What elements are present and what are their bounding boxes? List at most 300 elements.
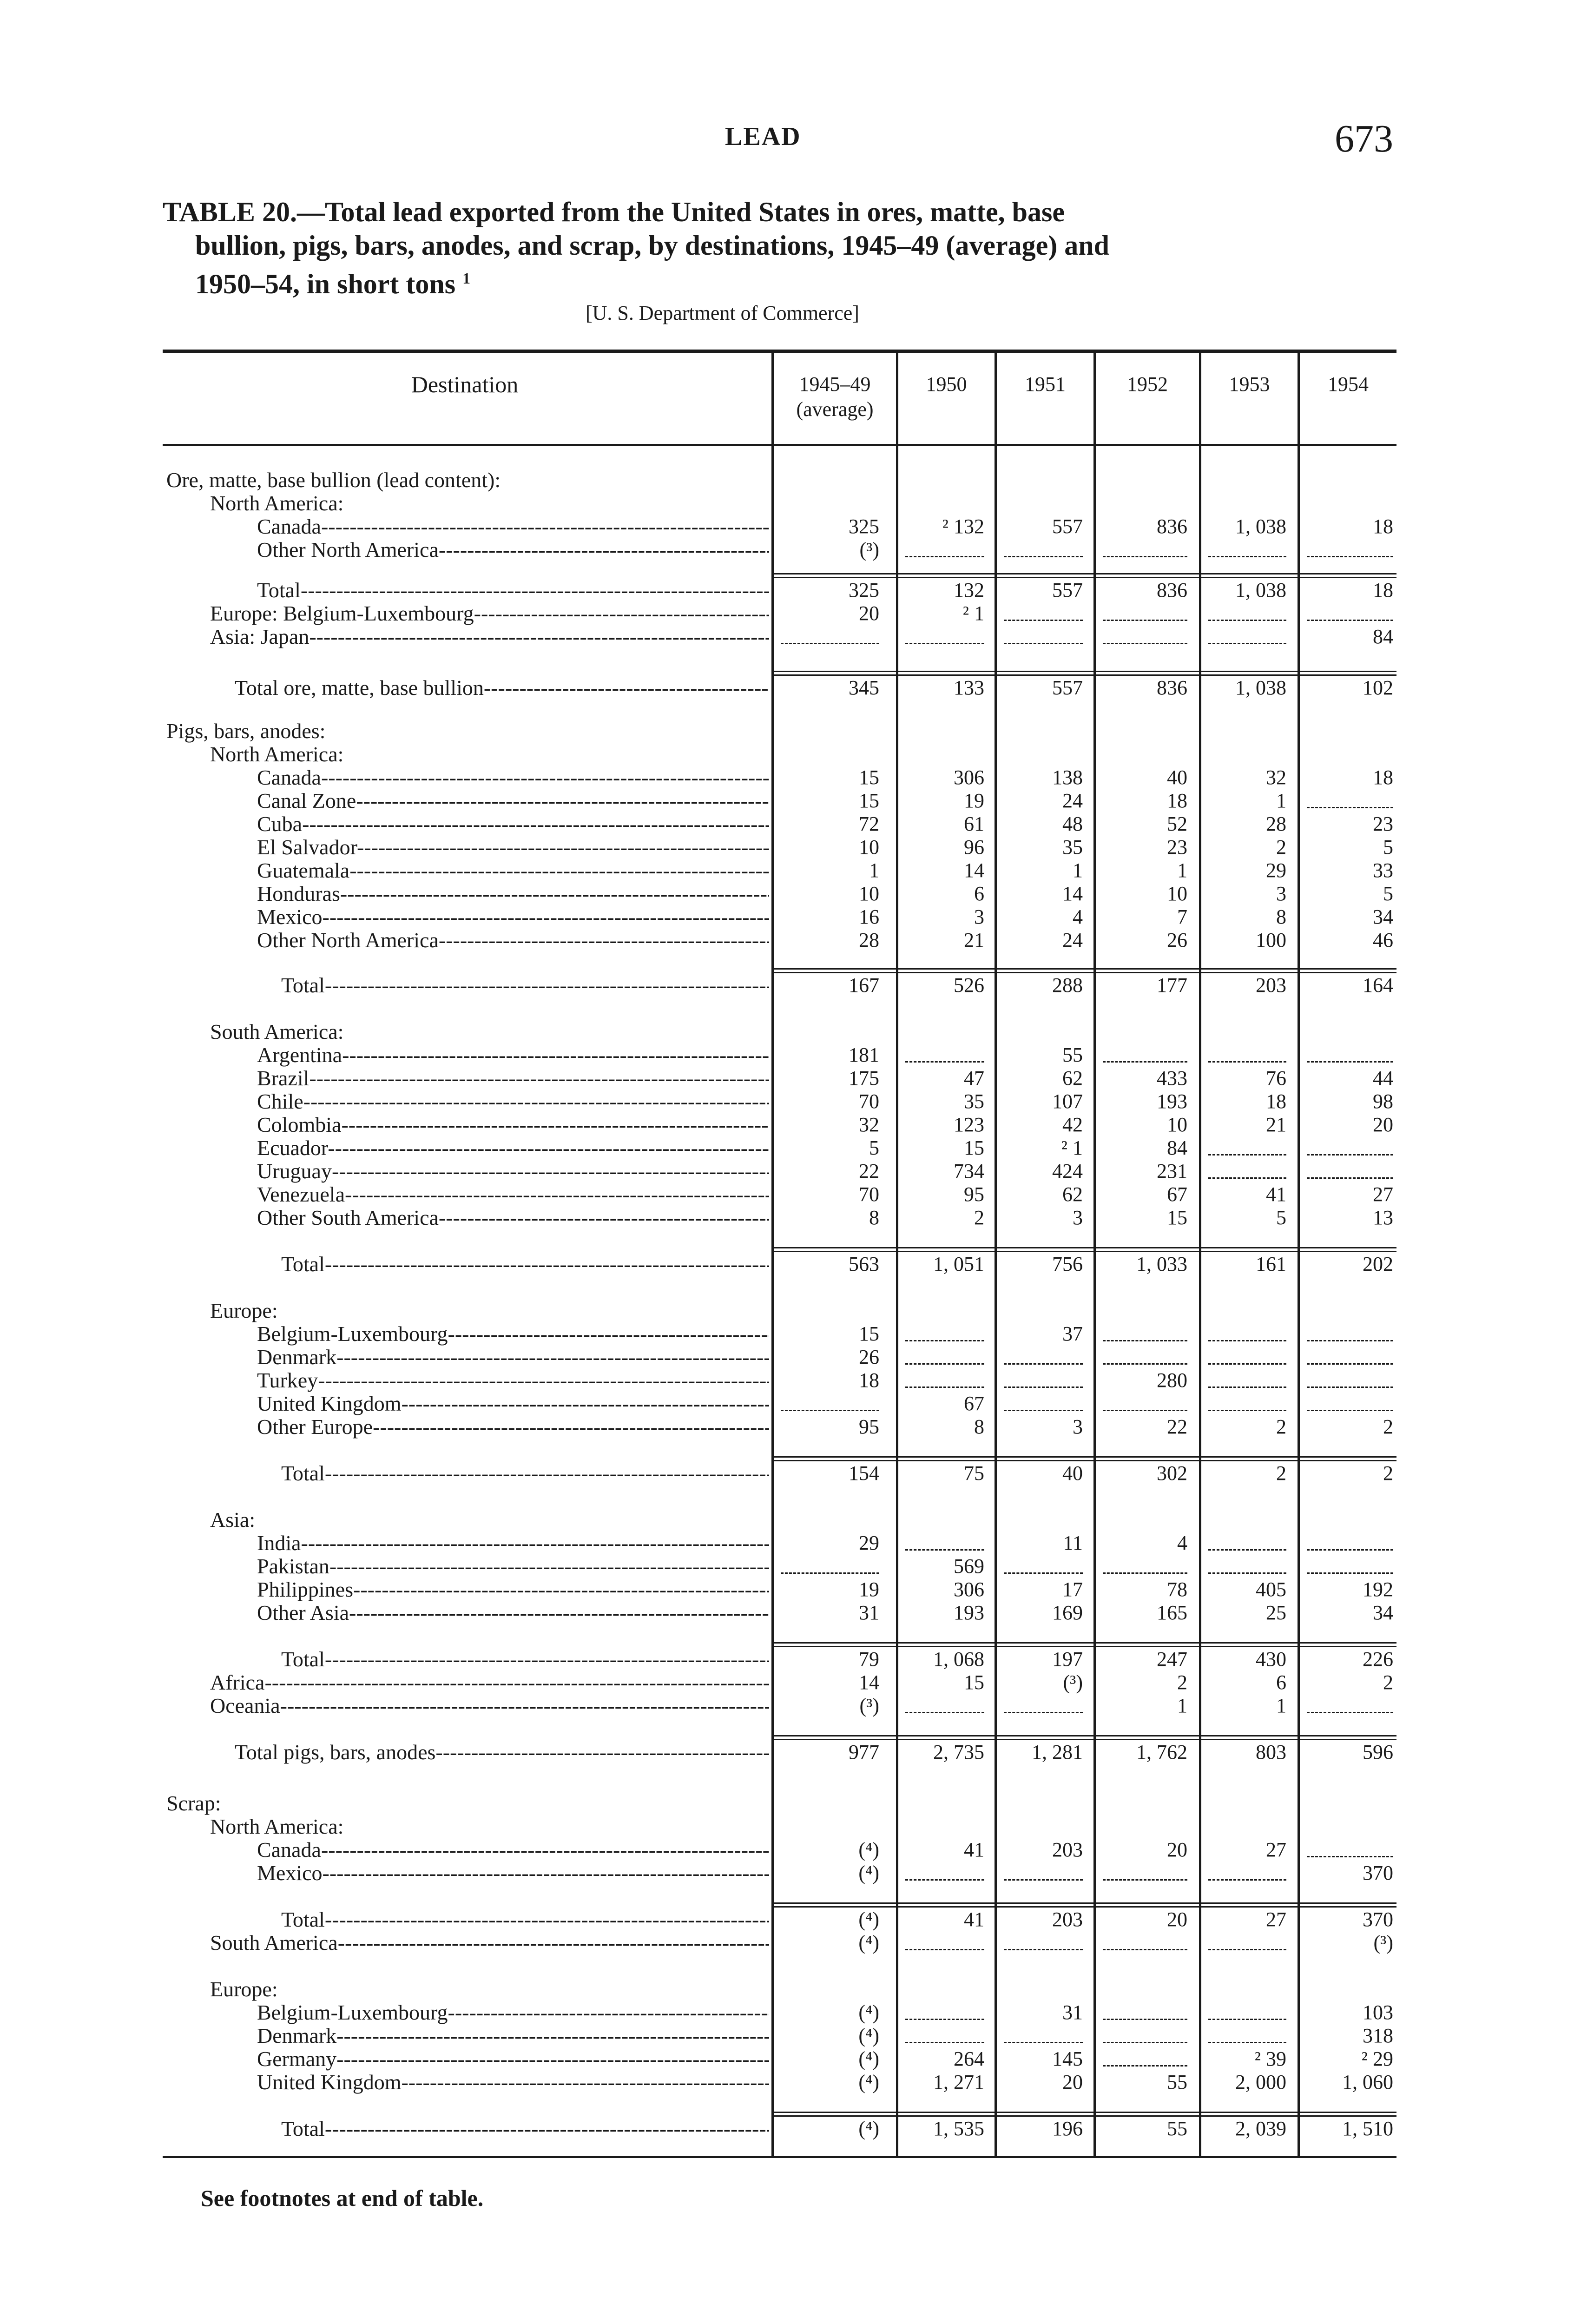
table-cell: 10: [859, 882, 879, 905]
table-cell: 177: [1157, 974, 1187, 997]
table-cell: 2: [1276, 836, 1286, 858]
table-cell: 123: [954, 1113, 984, 1136]
table-row: [0, 1815, 1594, 1838]
empty-cell-dash: [1307, 1572, 1393, 1574]
table-cell: 370: [1363, 1908, 1393, 1931]
table-cell: 1, 038: [1235, 676, 1286, 699]
row-label: Other North America -----: [257, 538, 769, 561]
row-label: North America:: [210, 1815, 344, 1838]
table-cell: 734: [954, 1160, 984, 1182]
table-cell: (⁴): [858, 2001, 879, 2024]
table-cell: 10: [859, 836, 879, 858]
table-cell: 20: [1167, 1838, 1187, 1861]
empty-cell-dash: [1103, 2065, 1187, 2067]
table-row: [0, 1160, 1594, 1183]
table-cell: 7: [1177, 905, 1187, 928]
table-cell: 18: [1266, 1090, 1286, 1113]
table-cell: 1, 033: [1136, 1253, 1187, 1275]
table-row: [0, 2001, 1594, 2024]
row-label: Asia: Japan -----: [210, 625, 769, 648]
table-cell: 318: [1363, 2024, 1393, 2047]
table-cell: 103: [1363, 2001, 1393, 2024]
table-cell: (⁴): [858, 2071, 879, 2093]
empty-cell-dash: [781, 1410, 879, 1411]
empty-cell-dash: [905, 2019, 984, 2020]
table-cell: 175: [849, 1067, 879, 1089]
table-cell: 1, 281: [1032, 1741, 1083, 1763]
table-cell: 405: [1256, 1578, 1286, 1601]
table-cell: 557: [1052, 579, 1083, 601]
empty-cell-dash: [1208, 1386, 1286, 1388]
table-cell: 98: [1373, 1090, 1393, 1113]
table-cell: 5: [1383, 836, 1393, 858]
empty-cell-dash: [1103, 620, 1187, 621]
empty-cell-dash: [1208, 1572, 1286, 1574]
running-title: LEAD: [725, 122, 801, 151]
row-label: Pigs, bars, anodes:: [166, 720, 326, 743]
table-row: [0, 2071, 1594, 2094]
table-row: [0, 602, 1594, 625]
table-cell: 10: [1167, 882, 1187, 905]
table-cell: 41: [1266, 1183, 1286, 1206]
table-cell: 1, 068: [933, 1648, 984, 1670]
table-cell: 27: [1266, 1908, 1286, 1931]
table-cell: 756: [1052, 1253, 1083, 1275]
empty-cell-dash: [1103, 1879, 1187, 1881]
caption-line-3: 1950–54, in short tons: [195, 269, 456, 299]
total-rule: [774, 1456, 1396, 1458]
table-cell: 31: [1062, 2001, 1083, 2024]
table-cell: 1, 510: [1342, 2117, 1393, 2140]
table-cell: (⁴): [858, 1862, 879, 1884]
table-cell: 1, 271: [933, 2071, 984, 2093]
caption-line-3-wrap: [163, 262, 1399, 301]
footnote-reference: See footnotes at end of table.: [201, 2185, 484, 2211]
table-row: [0, 1908, 1594, 1931]
table-caption: [163, 195, 1399, 301]
table-row: [0, 1113, 1594, 1136]
table-cell: 95: [859, 1415, 879, 1438]
table-cell: 67: [1167, 1183, 1187, 1206]
table-row: [0, 1462, 1594, 1485]
table-cell: 48: [1062, 812, 1083, 835]
empty-cell-dash: [1103, 1363, 1187, 1365]
empty-cell-dash: [1103, 556, 1187, 557]
table-cell: (³): [859, 538, 879, 561]
row-label: Total -----: [281, 974, 769, 997]
table-cell: 133: [954, 676, 984, 699]
table-row: [0, 789, 1594, 812]
empty-cell-dash: [1208, 1949, 1286, 1950]
total-rule: [774, 674, 1396, 676]
row-label: Other Europe -----: [257, 1415, 769, 1439]
table-cell: 18: [1167, 789, 1187, 812]
total-rule: [774, 2115, 1396, 2117]
table-cell: 18: [1373, 515, 1393, 538]
table-cell: 55: [1062, 1043, 1083, 1066]
table-cell: (⁴): [858, 2047, 879, 2070]
empty-cell-dash: [1004, 1363, 1083, 1365]
table-row: [0, 492, 1594, 515]
table-cell: 41: [964, 1908, 984, 1931]
empty-cell-dash: [905, 1879, 984, 1881]
caption-line-2: bullion, pigs, bars, anodes, and scrap, by destinations, 1945–49 (average) and: [195, 230, 1109, 261]
table-cell: 26: [859, 1346, 879, 1368]
table-cell: ² 39: [1254, 2047, 1286, 2070]
row-label: Other South America -----: [257, 1206, 769, 1229]
table-cell: 563: [849, 1253, 879, 1275]
table-cell: 70: [859, 1183, 879, 1206]
table-cell: 8: [974, 1415, 984, 1438]
table-cell: 28: [1266, 812, 1286, 835]
table-row: [0, 1931, 1594, 1954]
table-cell: 145: [1052, 2047, 1083, 2070]
table-cell: 20: [859, 602, 879, 625]
table-cell: (³): [859, 1694, 879, 1717]
row-label: Africa -----: [210, 1671, 769, 1694]
table-cell: (⁴): [858, 1931, 879, 1954]
table-row: [0, 1322, 1594, 1346]
table-cell: 430: [1256, 1648, 1286, 1670]
table-cell: 2: [1383, 1671, 1393, 1694]
table-cell: 2: [1383, 1462, 1393, 1485]
table-cell: 1: [1177, 859, 1187, 882]
table-cell: 22: [859, 1160, 879, 1182]
table-cell: 3: [974, 905, 984, 928]
table-row: [0, 1067, 1594, 1090]
table-cell: 15: [964, 1671, 984, 1694]
col-header-1950: 1950: [926, 373, 967, 396]
empty-cell-dash: [1208, 1410, 1286, 1411]
row-label: Europe:: [210, 1299, 278, 1322]
empty-cell-dash: [1307, 1061, 1393, 1063]
row-label: Denmark -----: [257, 2024, 769, 2047]
table-row: [0, 1792, 1594, 1815]
table-cell: (⁴): [858, 2117, 879, 2140]
table-cell: 6: [974, 882, 984, 905]
table-row: [0, 1346, 1594, 1369]
table-row: [0, 812, 1594, 836]
empty-cell-dash: [1103, 2019, 1187, 2020]
table-cell: 14: [859, 1671, 879, 1694]
row-label: Total -----: [281, 1253, 769, 1276]
table-cell: 5: [869, 1136, 879, 1159]
table-cell: 17: [1062, 1578, 1083, 1601]
empty-cell-dash: [1103, 2042, 1187, 2043]
table-cell: 21: [1266, 1113, 1286, 1136]
empty-cell-dash: [905, 1549, 984, 1551]
table-cell: 306: [954, 1578, 984, 1601]
empty-cell-dash: [1004, 556, 1083, 557]
table-row: [0, 859, 1594, 882]
table-cell: 76: [1266, 1067, 1286, 1089]
table-cell: 836: [1157, 515, 1187, 538]
empty-cell-dash: [1103, 643, 1187, 644]
table-cell: 181: [849, 1043, 879, 1066]
col-header-destination: Destination: [411, 371, 519, 397]
empty-cell-dash: [1103, 1572, 1187, 1574]
table-cell: 40: [1167, 766, 1187, 789]
row-label: Colombia -----: [257, 1113, 769, 1136]
table-cell: 264: [954, 2047, 984, 2070]
row-label: Total -----: [281, 1462, 769, 1485]
table-cell: 67: [964, 1392, 984, 1415]
table-cell: 27: [1373, 1183, 1393, 1206]
table-cell: 306: [954, 766, 984, 789]
table-bottom-rule: [163, 2156, 1396, 2158]
table-cell: 32: [859, 1113, 879, 1136]
col-header-1945-49-line1: 1945–49: [799, 373, 871, 396]
table-cell: 1, 051: [933, 1253, 984, 1275]
table-cell: (³): [1063, 1671, 1083, 1694]
row-label: Venezuela -----: [257, 1183, 769, 1206]
table-cell: ² 1: [962, 602, 984, 625]
row-label: United Kingdom -----: [257, 2071, 769, 2094]
table-cell: 13: [1373, 1206, 1393, 1229]
table-cell: 1, 038: [1235, 515, 1286, 538]
table-cell: 16: [859, 905, 879, 928]
table-cell: 96: [964, 836, 984, 858]
table-cell: 107: [1052, 1090, 1083, 1113]
table-row: [0, 1978, 1594, 2001]
empty-cell-dash: [1208, 556, 1286, 557]
row-label: Mexico -----: [257, 1862, 769, 1885]
table-cell: 6: [1276, 1671, 1286, 1694]
table-cell: 1, 535: [933, 2117, 984, 2140]
row-label: Canada -----: [257, 515, 769, 538]
running-header: [0, 117, 1594, 160]
table-cell: 165: [1157, 1601, 1187, 1624]
table-cell: 424: [1052, 1160, 1083, 1182]
total-rule: [774, 1906, 1396, 1908]
row-label: Ore, matte, base bullion (lead content):: [166, 469, 501, 492]
total-rule: [774, 1646, 1396, 1647]
table-cell: 977: [849, 1741, 879, 1763]
table-row: [0, 1043, 1594, 1067]
row-label: Asia:: [210, 1508, 256, 1532]
table-cell: 22: [1167, 1415, 1187, 1438]
row-label: Other North America -----: [257, 929, 769, 952]
table-row: [0, 1671, 1594, 1694]
row-label: Denmark -----: [257, 1346, 769, 1369]
table-cell: 1: [869, 859, 879, 882]
table-cell: 164: [1363, 974, 1393, 997]
table-cell: 21: [964, 929, 984, 951]
table-row: [0, 469, 1594, 492]
table-row: [0, 579, 1594, 602]
table-cell: 44: [1373, 1067, 1393, 1089]
row-label: Ecuador -----: [257, 1136, 769, 1160]
empty-cell-dash: [1307, 1856, 1393, 1857]
table-cell: 15: [964, 1136, 984, 1159]
row-label: Total ore, matte, base bullion -----: [235, 676, 769, 700]
table-row: [0, 974, 1594, 997]
table-cell: 132: [954, 579, 984, 601]
table-cell: 35: [964, 1090, 984, 1113]
table-cell: 196: [1052, 2117, 1083, 2140]
table-cell: 2: [1276, 1415, 1286, 1438]
table-cell: 25: [1266, 1601, 1286, 1624]
table-row: [0, 1299, 1594, 1322]
empty-cell-dash: [1208, 620, 1286, 621]
table-row: [0, 743, 1594, 766]
table-cell: 226: [1363, 1648, 1393, 1670]
empty-cell-dash: [1307, 1712, 1393, 1713]
table-cell: 15: [859, 766, 879, 789]
table-top-rule: [163, 350, 1396, 353]
table-cell: 24: [1062, 789, 1083, 812]
empty-cell-dash: [905, 1386, 984, 1388]
row-label: Guatemala -----: [257, 859, 769, 882]
col-header-1945-49: [774, 372, 896, 422]
row-label: El Salvador -----: [257, 836, 769, 859]
empty-cell-dash: [781, 643, 879, 644]
table-row: [0, 929, 1594, 952]
table-cell: 325: [849, 579, 879, 601]
table-cell: 37: [1062, 1322, 1083, 1345]
row-label: Belgium-Luxembourg -----: [257, 2001, 769, 2024]
row-label: Argentina -----: [257, 1043, 769, 1067]
table-cell: 167: [849, 974, 879, 997]
table-cell: ² 1: [1061, 1136, 1083, 1159]
table-cell: 2, 039: [1235, 2117, 1286, 2140]
row-label: Pakistan -----: [257, 1555, 769, 1578]
col-header-1952: 1952: [1127, 373, 1168, 396]
row-label: Total -----: [257, 579, 769, 602]
total-rule: [774, 1247, 1396, 1248]
table-cell: 231: [1157, 1160, 1187, 1182]
empty-cell-dash: [1004, 1386, 1083, 1388]
row-label: Mexico -----: [257, 905, 769, 929]
table-row: [0, 1020, 1594, 1043]
table-cell: 52: [1167, 812, 1187, 835]
table-row: [0, 1838, 1594, 1862]
table-cell: 1: [1276, 789, 1286, 812]
table-cell: 1: [1177, 1694, 1187, 1717]
table-cell: 247: [1157, 1648, 1187, 1670]
empty-cell-dash: [905, 1949, 984, 1950]
table-row: [0, 1601, 1594, 1624]
table-cell: 1, 762: [1136, 1741, 1187, 1763]
row-label: North America:: [210, 492, 344, 515]
table-cell: 24: [1062, 929, 1083, 951]
empty-cell-dash: [1307, 1410, 1393, 1411]
row-label: Turkey -----: [257, 1369, 769, 1392]
row-label: Philippines -----: [257, 1578, 769, 1601]
table-cell: 18: [859, 1369, 879, 1392]
table-row: [0, 905, 1594, 929]
row-label: India -----: [257, 1532, 769, 1555]
empty-cell-dash: [905, 1061, 984, 1063]
table-cell: 46: [1373, 929, 1393, 951]
row-label: Other Asia -----: [257, 1601, 769, 1624]
table-row: [0, 1508, 1594, 1532]
table-cell: 345: [849, 676, 879, 699]
row-label: Uruguay -----: [257, 1160, 769, 1183]
row-label: Canada -----: [257, 1838, 769, 1862]
table-cell: 34: [1373, 905, 1393, 928]
table-cell: 35: [1062, 836, 1083, 858]
table-cell: 288: [1052, 974, 1083, 997]
table-cell: 203: [1052, 1838, 1083, 1861]
table-cell: 836: [1157, 579, 1187, 601]
row-label: Canada -----: [257, 766, 769, 789]
table-cell: 55: [1167, 2117, 1187, 2140]
table-cell: 557: [1052, 515, 1083, 538]
row-label: Total -----: [281, 1648, 769, 1671]
table-row: [0, 1555, 1594, 1578]
table-cell: 61: [964, 812, 984, 835]
table-cell: 29: [859, 1532, 879, 1554]
table-cell: 3: [1276, 882, 1286, 905]
table-row: [0, 1862, 1594, 1885]
table-row: [0, 2047, 1594, 2071]
col-header-1951: 1951: [1025, 373, 1066, 396]
table-cell: ² 29: [1361, 2047, 1393, 2070]
table-cell: 3: [1073, 1206, 1083, 1229]
table-cell: 75: [964, 1462, 984, 1485]
table-cell: 29: [1266, 859, 1286, 882]
table-cell: 2, 735: [933, 1741, 984, 1763]
row-label: Belgium-Luxembourg -----: [257, 1322, 769, 1346]
total-rule: [774, 1460, 1396, 1461]
empty-cell-dash: [1103, 1340, 1187, 1341]
table-cell: 596: [1363, 1741, 1393, 1763]
empty-cell-dash: [1004, 1949, 1083, 1950]
table-cell: 27: [1266, 1838, 1286, 1861]
table-row: [0, 2117, 1594, 2140]
table-cell: 5: [1383, 882, 1393, 905]
empty-cell-dash: [1307, 556, 1393, 557]
table-cell: 79: [859, 1648, 879, 1670]
col-header-1953: 1953: [1229, 373, 1270, 396]
table-cell: (⁴): [858, 1908, 879, 1931]
empty-cell-dash: [781, 1572, 879, 1574]
table-cell: 14: [964, 859, 984, 882]
page-number: 673: [1335, 117, 1393, 160]
table-cell: 42: [1062, 1113, 1083, 1136]
total-rule: [774, 1735, 1396, 1736]
empty-cell-dash: [1103, 1949, 1187, 1950]
row-label: Total -----: [281, 2117, 769, 2140]
empty-cell-dash: [1208, 2019, 1286, 2020]
table-cell: 1, 060: [1342, 2071, 1393, 2093]
table-cell: (³): [1373, 1931, 1393, 1954]
table-cell: 1: [1073, 859, 1083, 882]
empty-cell-dash: [1004, 1879, 1083, 1881]
row-label: United Kingdom -----: [257, 1392, 769, 1415]
row-label: Cuba -----: [257, 812, 769, 836]
table-cell: 569: [954, 1555, 984, 1578]
empty-cell-dash: [1208, 1340, 1286, 1341]
total-rule: [774, 972, 1396, 973]
row-label: Brazil -----: [257, 1067, 769, 1090]
table-cell: 32: [1266, 766, 1286, 789]
empty-cell-dash: [1307, 620, 1393, 621]
empty-cell-dash: [1307, 1386, 1393, 1388]
empty-cell-dash: [1208, 1154, 1286, 1155]
table-cell: 2, 000: [1235, 2071, 1286, 2093]
row-label: Canal Zone -----: [257, 789, 769, 812]
table-cell: 836: [1157, 676, 1187, 699]
table-row: [0, 766, 1594, 789]
table-cell: ² 132: [942, 515, 984, 538]
table-cell: 2: [1177, 1671, 1187, 1694]
table-cell: 11: [1063, 1532, 1083, 1554]
table-cell: 2: [1276, 1462, 1286, 1485]
table-cell: 154: [849, 1462, 879, 1485]
table-cell: 325: [849, 515, 879, 538]
